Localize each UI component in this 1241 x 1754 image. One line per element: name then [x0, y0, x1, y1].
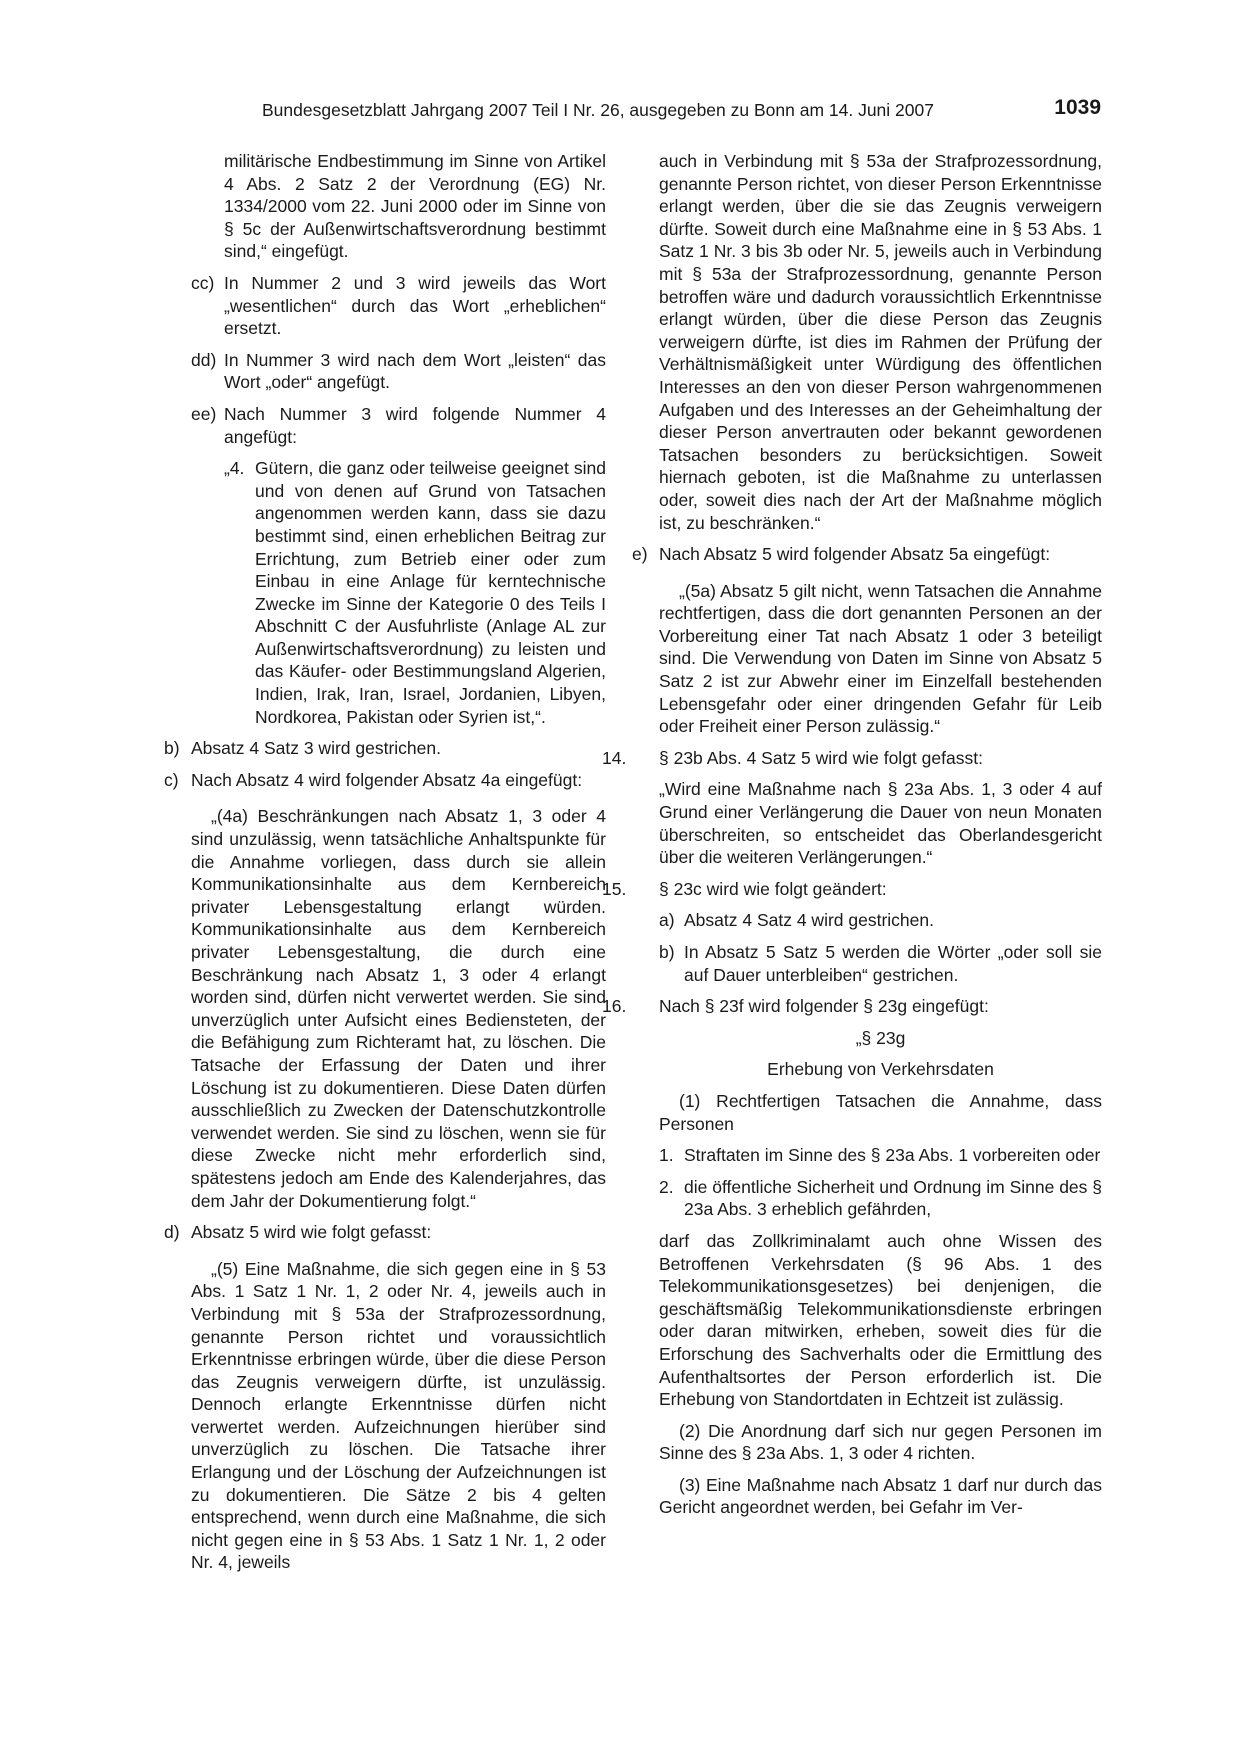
item-label: b) — [659, 942, 675, 962]
section-paragraph-2: (2) Die Anordnung darf sich nur gegen Personen im Sinne des § 23a Abs. 1, 3 oder 4 richten. — [659, 1420, 1102, 1464]
item-text: Nach Absatz 5 wird folgender Absatz 5a eingefügt: — [659, 544, 1051, 565]
quote-23b: „Wird eine Maßnahme nach § 23a Abs. 1, 3 oder 4 auf Grund einer Verlängerung die Dauer von neun Monaten überschreiten, so entscheidet das Oberlandesgericht über die weiteren Verlängerungen.“ — [659, 779, 1102, 868]
intro-paragraph: militärische Endbestimmung im Sinne von Artikel 4 Abs. 2 Satz 2 der Verordnung (EG) Nr. 1334/2000 vom 22. Juni 2000 oder im Sinne von § 5c der Außenwirtschaftsverordnung bestimmt sind,“ eingefügt. — [224, 151, 606, 262]
section-paragraph-1-cont: darf das Zollkriminalamt auch ohne Wissen des Betroffenen Verkehrsdaten (§ 96 Abs. 1 des Telekommunikationsgesetzes) bei denjenigen, die geschäftsmäßig Telekommunikationsdienste erbringen oder daran mitwirken, erheben, soweit dies für die Erforschung des Sachverhalts oder die Ermittlung des Aufenthaltsortes der Person erforderlich ist. Die Erhebung von Standortdaten in Echtzeit ist zulässig. — [659, 1230, 1102, 1410]
numbered-item-2 — [632, 1176, 1102, 1221]
item-label: 2. — [659, 1176, 674, 1197]
quote-absatz-5a: „(5a) Absatz 5 gilt nicht, wenn Tatsachen die Annahme rechtfertigen, dass die dort genannten Personen an der Vorbereitung einer Tat nach Absatz 1 oder 3 beteiligt sind. Die Verwendung von Daten im Sinne von Absatz 5 Satz 2 ist zur Abwehr einer im Einzelfall bestehenden Lebensgefahr oder einer dringenden Gefahr für Leib oder Freiheit einer Person zulässig.“ — [659, 580, 1102, 737]
item-text: In Absatz 5 Satz 5 werden die Wörter „oder soll sie auf Dauer unterbleiben“ gestrichen. — [684, 942, 1102, 985]
item-text: Nach Nummer 3 wird folgende Nummer 4 angefügt: — [224, 403, 606, 447]
item-text: In Nummer 3 wird nach dem Wort „leisten“ das Wort „oder“ angefügt. — [224, 349, 606, 393]
list-item-nummer-4 — [164, 457, 606, 728]
item-text: § 23b Abs. 4 Satz 5 wird wie folgt gefasst: — [659, 747, 983, 768]
quote-absatz-4a: „(4a) Beschränkungen nach Absatz 1, 3 oder 4 sind unzulässig, wenn tatsächliche Anhaltspunkte für die Annahme vorliegen, dass durch sie allein Kommunikationsinhalte aus dem Kernbereich privater Lebensgestaltung erlangt würden. Kommunikationsinhalte aus dem Kernbereich privater Lebensgestaltung, die durch eine Beschränkung nach Absatz 1, 3 oder 4 erlangt worden sind, dürfen nicht verwertet werden. Sie sind unverzüglich unter Aufsicht eines Bediensteten, der die Befähigung zum Richteramt hat, zu löschen. Die Tatsache der Erfassung der Daten und ihrer Löschung ist zu dokumentieren. Diese Daten dürfen ausschließlich zu Zwecken der Datenschutzkontrolle verwendet werden. Sie sind zu löschen, wenn sie für diese Zwecke nicht mehr erforderlich sind, spätestens jedoch am Ende des Kalenderjahres, das dem Jahr der Dokumentierung folgt.“ — [191, 806, 606, 1211]
right-column — [602, 150, 1103, 1519]
item-label: b) — [164, 738, 180, 759]
section-title: Erhebung von Verkehrsdaten — [767, 1059, 994, 1080]
item-text: Nach Absatz 4 wird folgender Absatz 4a eingefügt: — [191, 769, 583, 790]
item-label: c) — [164, 769, 179, 790]
item-text: § 23c wird wie folgt geändert: — [659, 878, 887, 899]
item-text: Absatz 4 Satz 3 wird gestrichen. — [191, 738, 441, 759]
list-item-cc — [164, 272, 606, 340]
item-text: Absatz 4 Satz 4 wird gestrichen. — [684, 910, 934, 931]
item-label: dd) — [191, 349, 217, 370]
list-item-b — [164, 737, 606, 760]
item-label: 1. — [659, 1145, 674, 1166]
item-text: Gütern, die ganz oder teilweise geeignet sind und von denen auf Grund von Tatsachen angenommen werden kann, dass sie dazu bestimmt sind, einen erheblichen Beitrag zur Errichtung, zum Betrieb einer oder zum Einbau in eine Anlage für kerntechnische Zwecke im Sinne der Kategorie 0 des Teils I Abschnitt C der Ausfuhrliste (Anlage AL zur Außenwirtschaftsverordnung) zu leisten und das Käufer- oder Bestimmungsland Algerien, Indien, Irak, Iran, Israel, Jordanien, Libyen, Nordkorea, Pakistan oder Syrien ist,“. — [255, 458, 606, 727]
item-text: Nach § 23f wird folgender § 23g eingefügt: — [659, 996, 989, 1017]
list-item-15b — [632, 941, 1102, 986]
item-label: d) — [164, 1222, 180, 1243]
list-item-15 — [602, 878, 1102, 901]
item-text: In Nummer 2 und 3 wird jeweils das Wort „wesentlichen“ durch das Wort „erheblichen“ ersetzt. — [224, 272, 606, 339]
numbered-item-1 — [632, 1144, 1102, 1167]
list-item-16 — [602, 995, 1102, 1018]
item-label: e) — [632, 544, 648, 565]
list-item-c — [164, 769, 606, 792]
list-item-d — [164, 1221, 606, 1244]
item-label: 16. — [602, 996, 627, 1017]
item-text: die öffentliche Sicherheit und Ordnung im Sinne des § 23a Abs. 3 erheblich gefährden, — [684, 1176, 1103, 1220]
item-label: cc) — [191, 272, 215, 293]
list-item-14 — [602, 747, 1102, 770]
header-title: Bundesgesetzblatt Jahrgang 2007 Teil I Nr. 26, ausgegeben zu Bonn am 14. Juni 2007 — [262, 100, 934, 120]
list-item-dd — [164, 349, 606, 394]
item-label: ee) — [191, 403, 217, 424]
list-item-ee — [164, 403, 606, 448]
list-item-e — [632, 543, 1102, 566]
section-number: „§ 23g — [855, 1027, 906, 1048]
item-label: a) — [659, 910, 675, 931]
quote-absatz-5: „(5) Eine Maßnahme, die sich gegen eine in § 53 Abs. 1 Satz 1 Nr. 1, 2 oder Nr. 4, jeweils auch in Verbindung mit § 53a der Strafprozessordnung, genannte Person richtet und voraussichtlich Erkenntnisse erbringen würde, über die diese Person das Zeugnis verweigern dürfte, ist unzulässig. Dennoch erlangte Erkenntnisse dürfen nicht verwertet werden. Aufzeichnungen hierüber sind unverzüglich zu löschen. Die Tatsache ihrer Erlangung und der Löschung der Aufzeichnungen ist zu dokumentieren. Die Sätze 2 bis 4 gelten entsprechend, wenn durch eine Maßnahme, die sich nicht gegen eine in § 53 Abs. 1 Satz 1 Nr. 1, 2 oder Nr. 4, jeweils — [191, 1258, 606, 1573]
item-label: „4. — [224, 458, 245, 479]
page-header — [0, 96, 1241, 128]
item-text: Absatz 5 wird wie folgt gefasst: — [191, 1222, 432, 1243]
item-label: 14. — [602, 747, 627, 768]
section-paragraph-1: (1) Rechtfertigen Tatsachen die Annahme, dass Personen — [659, 1090, 1102, 1134]
continuation-paragraph: auch in Verbindung mit § 53a der Strafprozessordnung, genannte Person richtet, von dieser Person Erkenntnisse erlangt werden, über die sie das Zeugnis verweigern dürfte. Soweit durch eine Maßnahme eine in § 53 Abs. 1 Satz 1 Nr. 3 bis 3b oder Nr. 5, jeweils auch in Verbindung mit § 53a der Strafprozessordnung, genannte Person betroffen wäre und dadurch voraussichtlich Erkenntnisse erlangt würden, über die diese Person das Zeugnis verweigern dürfte, ist dies im Rahmen der Prüfung der Verhältnismäßigkeit unter Würdigung des öffentlichen Interesses an den von dieser Person wahrgenommenen Aufgaben und des Interesses an der Geheimhaltung der dieser Person anvertrauten oder bekannt gewordenen Tatsachen besonders zu berücksichtigen. Soweit hiernach geboten, ist die Maßnahme zu unterlassen oder, soweit dies nach der Art der Maßnahme möglich ist, zu beschränken.“ — [659, 151, 1102, 533]
item-text: Straftaten im Sinne des § 23a Abs. 1 vorbereiten oder — [684, 1145, 1101, 1166]
left-column — [164, 150, 606, 1574]
section-paragraph-3: (3) Eine Maßnahme nach Absatz 1 darf nur durch das Gericht angeordnet werden, bei Gefahr im Ver- — [659, 1474, 1102, 1518]
item-label: 15. — [602, 878, 627, 899]
page-number: 1039 — [1054, 96, 1101, 119]
list-item-15a — [632, 909, 1102, 932]
